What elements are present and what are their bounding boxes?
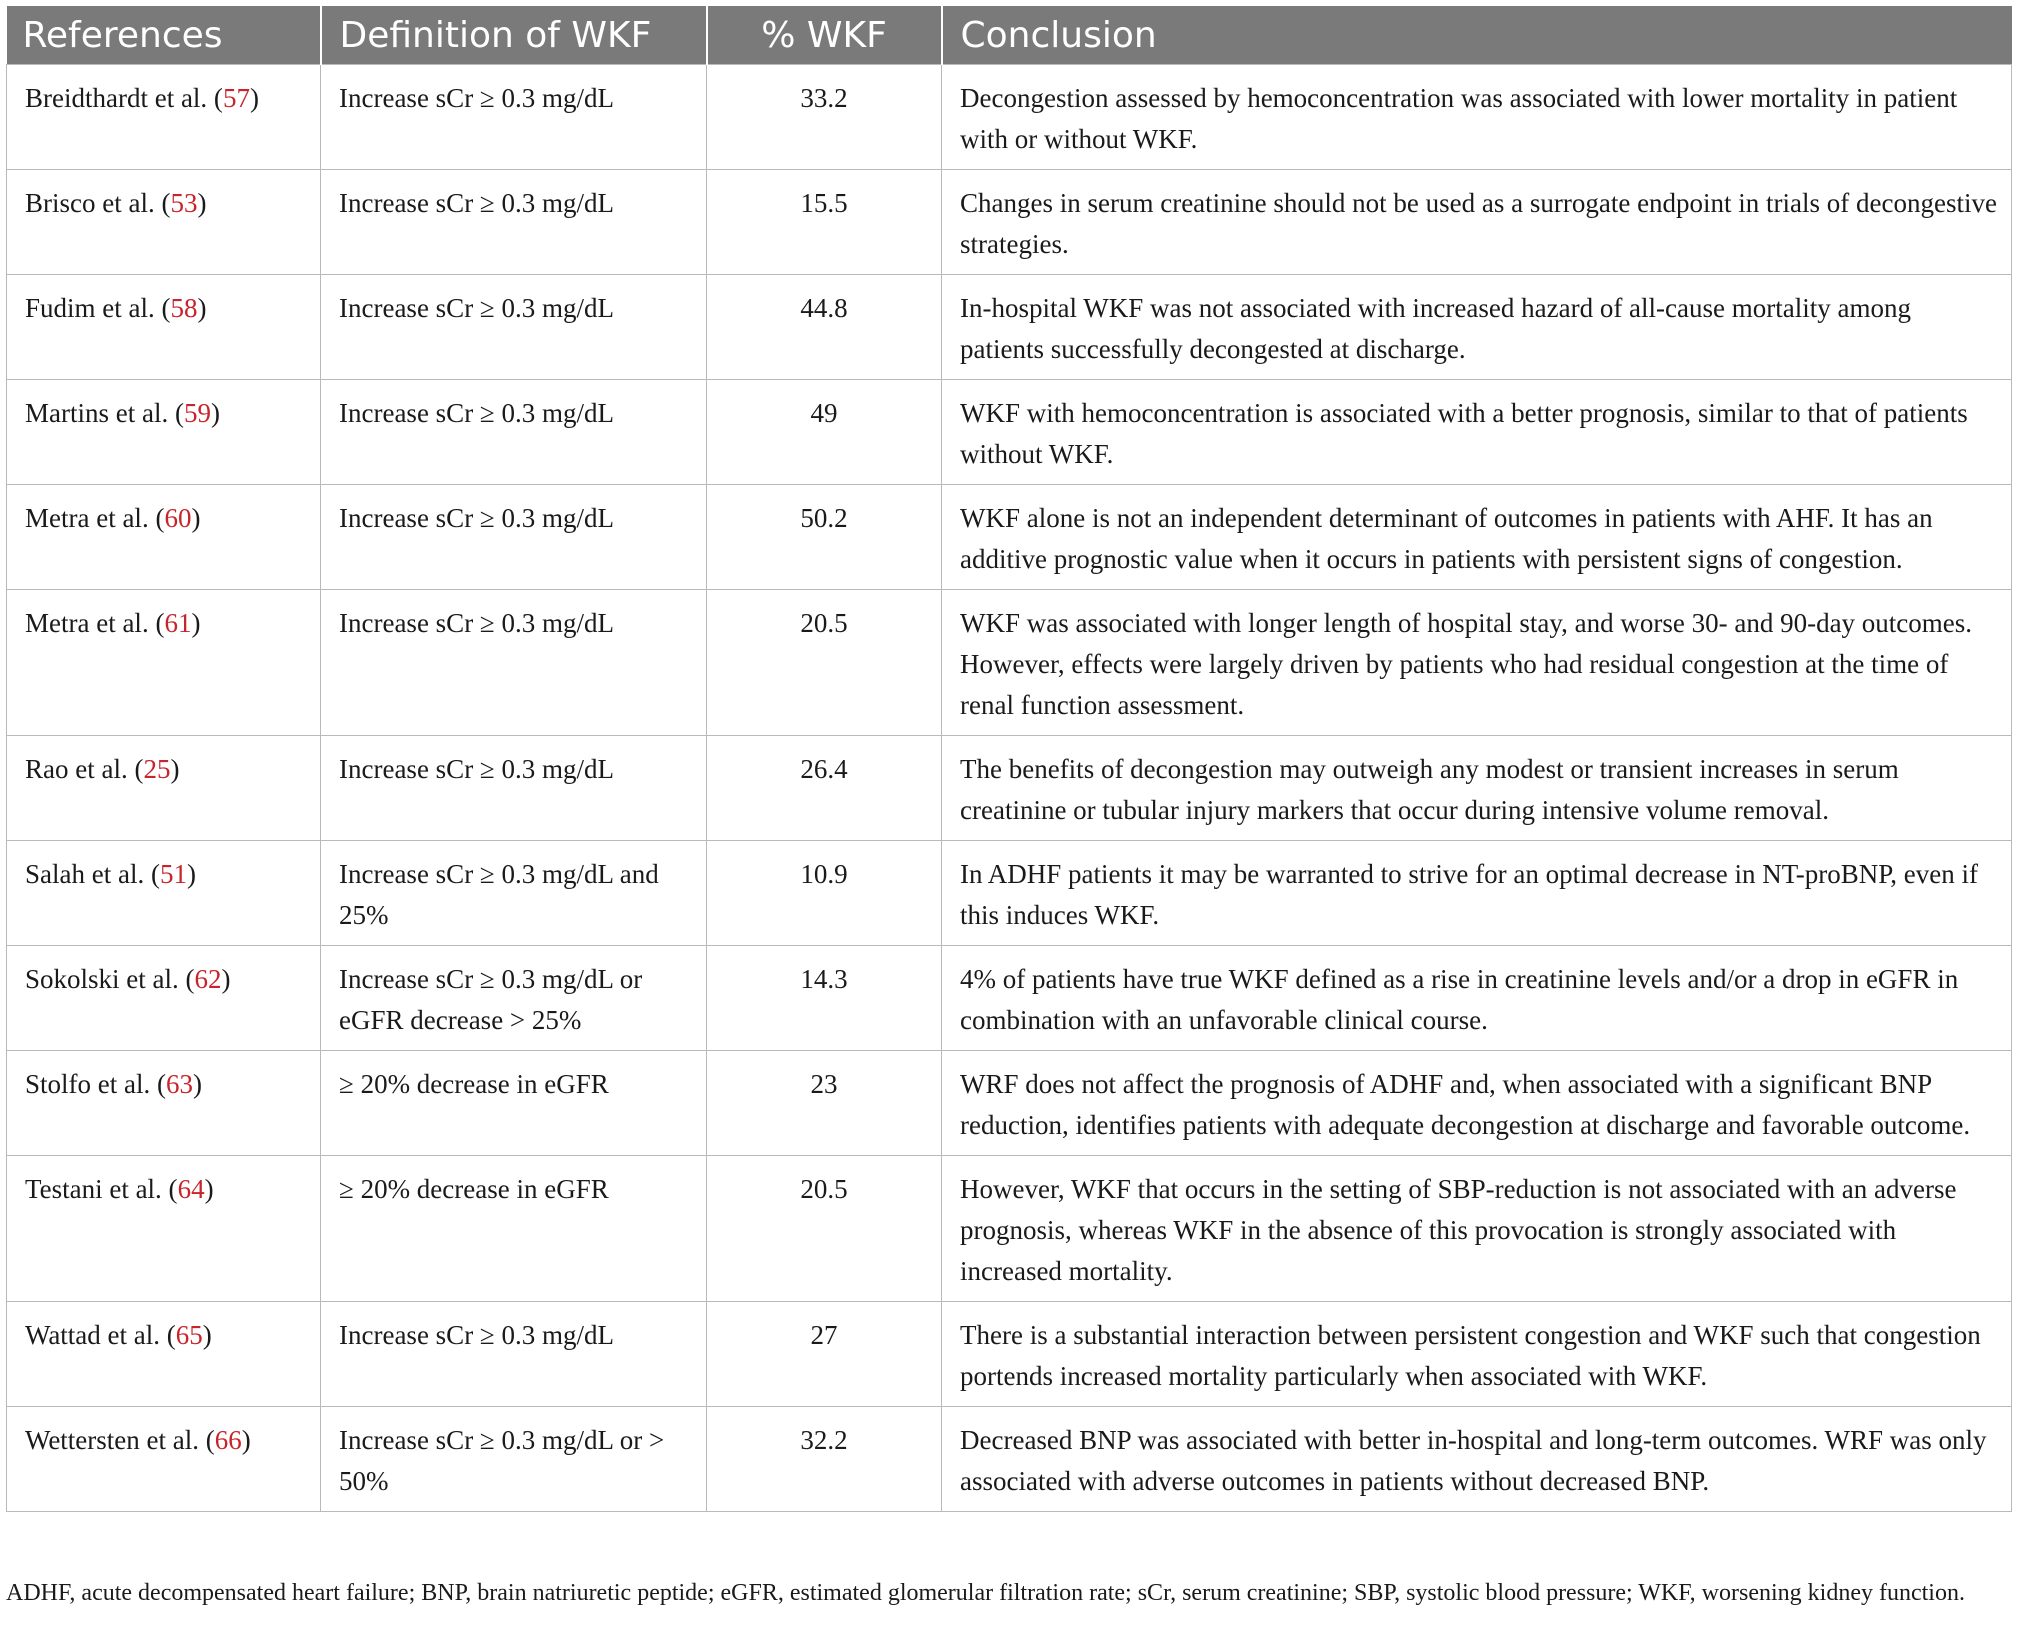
reference-citation-link[interactable]: 57 <box>222 83 250 113</box>
reference-close-paren: ) <box>197 293 207 323</box>
reference-author: Rao et al. ( <box>25 754 144 784</box>
reference-close-paren: ) <box>210 398 220 428</box>
reference-cell <box>7 275 321 380</box>
definition-cell: Increase sCr ≥ 0.3 mg/dL or > 50% <box>321 1407 707 1512</box>
definition-cell: Increase sCr ≥ 0.3 mg/dL <box>321 170 707 275</box>
reference-citation-link[interactable]: 58 <box>170 293 198 323</box>
conclusion-cell: WKF with hemoconcentration is associated with a better prognosis, similar to that of patients without WKF. <box>942 380 2012 485</box>
reference-close-paren: ) <box>202 1320 212 1350</box>
reference-author: Wattad et al. ( <box>25 1320 176 1350</box>
reference-close-paren: ) <box>191 608 201 638</box>
conclusion-cell: WRF does not affect the prognosis of ADHF and, when associated with a significant BNP reduction, identifies patients with adequate decongestion at discharge and favorable outcome. <box>942 1051 2012 1156</box>
reference-cell <box>7 65 321 170</box>
table-row <box>7 485 2012 590</box>
percent-wkf-cell: 10.9 <box>707 841 942 946</box>
definition-cell: Increase sCr ≥ 0.3 mg/dL <box>321 590 707 736</box>
percent-wkf-cell: 44.8 <box>707 275 942 380</box>
table-row <box>7 841 2012 946</box>
reference-close-paren: ) <box>170 754 180 784</box>
header-references: References <box>7 6 321 65</box>
table-row <box>7 380 2012 485</box>
percent-wkf-cell: 14.3 <box>707 946 942 1051</box>
table-footnote: ADHF, acute decompensated heart failure; BNP, brain natriuretic peptide; eGFR, estimated glomerular filtration rate; sCr, serum creatinine; SBP, systolic blood pressure; WKF, worsening kidney function. <box>6 1580 1965 1606</box>
header-definition: Definition of WKF <box>321 6 707 65</box>
reference-cell <box>7 1156 321 1302</box>
percent-wkf-cell: 49 <box>707 380 942 485</box>
reference-author: Metra et al. ( <box>25 503 165 533</box>
definition-cell: Increase sCr ≥ 0.3 mg/dL <box>321 65 707 170</box>
reference-citation-link[interactable]: 64 <box>177 1174 205 1204</box>
reference-close-paren: ) <box>221 964 231 994</box>
reference-cell <box>7 380 321 485</box>
reference-citation-link[interactable]: 63 <box>165 1069 193 1099</box>
definition-cell: Increase sCr ≥ 0.3 mg/dL <box>321 380 707 485</box>
reference-citation-link[interactable]: 61 <box>164 608 192 638</box>
table-row <box>7 1051 2012 1156</box>
reference-cell <box>7 736 321 841</box>
reference-cell <box>7 1407 321 1512</box>
reference-cell <box>7 1051 321 1156</box>
definition-cell: Increase sCr ≥ 0.3 mg/dL <box>321 1302 707 1407</box>
header-percent-wkf: % WKF <box>707 6 942 65</box>
definition-cell: ≥ 20% decrease in eGFR <box>321 1156 707 1302</box>
table-row <box>7 1302 2012 1407</box>
reference-close-paren: ) <box>204 1174 214 1204</box>
reference-cell <box>7 946 321 1051</box>
conclusion-cell: WKF was associated with longer length of hospital stay, and worse 30- and 90-day outcomes. However, effects were largely driven by patients who had residual congestion at the time of renal function assessment. <box>942 590 2012 736</box>
definition-cell: Increase sCr ≥ 0.3 mg/dL <box>321 275 707 380</box>
reference-close-paren: ) <box>192 1069 202 1099</box>
reference-cell <box>7 485 321 590</box>
reference-citation-link[interactable]: 53 <box>170 188 198 218</box>
table-row <box>7 736 2012 841</box>
header-conclusion: Conclusion <box>942 6 2012 65</box>
reference-author: Stolfo et al. ( <box>25 1069 166 1099</box>
percent-wkf-cell: 50.2 <box>707 485 942 590</box>
definition-cell: Increase sCr ≥ 0.3 mg/dL or eGFR decrease > 25% <box>321 946 707 1051</box>
reference-citation-link[interactable]: 66 <box>214 1425 242 1455</box>
percent-wkf-cell: 32.2 <box>707 1407 942 1512</box>
conclusion-cell: In-hospital WKF was not associated with increased hazard of all-cause mortality among patients successfully decongested at discharge. <box>942 275 2012 380</box>
conclusion-cell: In ADHF patients it may be warranted to strive for an optimal decrease in NT-proBNP, even if this induces WKF. <box>942 841 2012 946</box>
table-row <box>7 590 2012 736</box>
reference-close-paren: ) <box>186 859 196 889</box>
reference-author: Sokolski et al. ( <box>25 964 195 994</box>
percent-wkf-cell: 23 <box>707 1051 942 1156</box>
percent-wkf-cell: 27 <box>707 1302 942 1407</box>
conclusion-cell: However, WKF that occurs in the setting of SBP-reduction is not associated with an adverse prognosis, whereas WKF in the absence of this provocation is strongly associated with increased mortality. <box>942 1156 2012 1302</box>
table-row <box>7 65 2012 170</box>
table-container <box>6 6 2011 1512</box>
reference-citation-link[interactable]: 65 <box>175 1320 203 1350</box>
reference-citation-link[interactable]: 60 <box>164 503 192 533</box>
table-body <box>7 65 2012 1512</box>
percent-wkf-cell: 26.4 <box>707 736 942 841</box>
reference-author: Fudim et al. ( <box>25 293 171 323</box>
conclusion-cell: WKF alone is not an independent determinant of outcomes in patients with AHF. It has an additive prognostic value when it occurs in patients with persistent signs of congestion. <box>942 485 2012 590</box>
reference-author: Martins et al. ( <box>25 398 184 428</box>
definition-cell: Increase sCr ≥ 0.3 mg/dL <box>321 485 707 590</box>
reference-close-paren: ) <box>191 503 201 533</box>
conclusion-cell: 4% of patients have true WKF defined as a rise in creatinine levels and/or a drop in eGFR in combination with an unfavorable clinical course. <box>942 946 2012 1051</box>
reference-citation-link[interactable]: 59 <box>183 398 211 428</box>
conclusion-cell: Decongestion assessed by hemoconcentration was associated with lower mortality in patient with or without WKF. <box>942 65 2012 170</box>
reference-cell <box>7 590 321 736</box>
reference-close-paren: ) <box>241 1425 251 1455</box>
reference-citation-link[interactable]: 62 <box>194 964 222 994</box>
table-row <box>7 1156 2012 1302</box>
reference-cell <box>7 1302 321 1407</box>
percent-wkf-cell: 20.5 <box>707 1156 942 1302</box>
reference-author: Metra et al. ( <box>25 608 165 638</box>
table-row <box>7 170 2012 275</box>
percent-wkf-cell: 20.5 <box>707 590 942 736</box>
references-table <box>6 6 2012 1512</box>
reference-author: Salah et al. ( <box>25 859 160 889</box>
percent-wkf-cell: 33.2 <box>707 65 942 170</box>
reference-cell <box>7 841 321 946</box>
reference-close-paren: ) <box>197 188 207 218</box>
table-header <box>7 6 2012 65</box>
reference-citation-link[interactable]: 51 <box>159 859 187 889</box>
percent-wkf-cell: 15.5 <box>707 170 942 275</box>
reference-citation-link[interactable]: 25 <box>143 754 171 784</box>
table-row <box>7 1407 2012 1512</box>
conclusion-cell: Decreased BNP was associated with better in-hospital and long-term outcomes. WRF was only associated with adverse outcomes in patients without decreased BNP. <box>942 1407 2012 1512</box>
conclusion-cell: There is a substantial interaction between persistent congestion and WKF such that congestion portends increased mortality particularly when associated with WKF. <box>942 1302 2012 1407</box>
reference-author: Testani et al. ( <box>25 1174 178 1204</box>
reference-author: Breidthardt et al. ( <box>25 83 223 113</box>
definition-cell: ≥ 20% decrease in eGFR <box>321 1051 707 1156</box>
reference-author: Brisco et al. ( <box>25 188 171 218</box>
reference-author: Wettersten et al. ( <box>25 1425 215 1455</box>
definition-cell: Increase sCr ≥ 0.3 mg/dL <box>321 736 707 841</box>
conclusion-cell: The benefits of decongestion may outweigh any modest or transient increases in serum creatinine or tubular injury markers that occur during intensive volume removal. <box>942 736 2012 841</box>
reference-close-paren: ) <box>249 83 259 113</box>
conclusion-cell: Changes in serum creatinine should not be used as a surrogate endpoint in trials of decongestive strategies. <box>942 170 2012 275</box>
reference-cell <box>7 170 321 275</box>
definition-cell: Increase sCr ≥ 0.3 mg/dL and 25% <box>321 841 707 946</box>
table-row <box>7 946 2012 1051</box>
header-row <box>7 6 2012 65</box>
table-row <box>7 275 2012 380</box>
